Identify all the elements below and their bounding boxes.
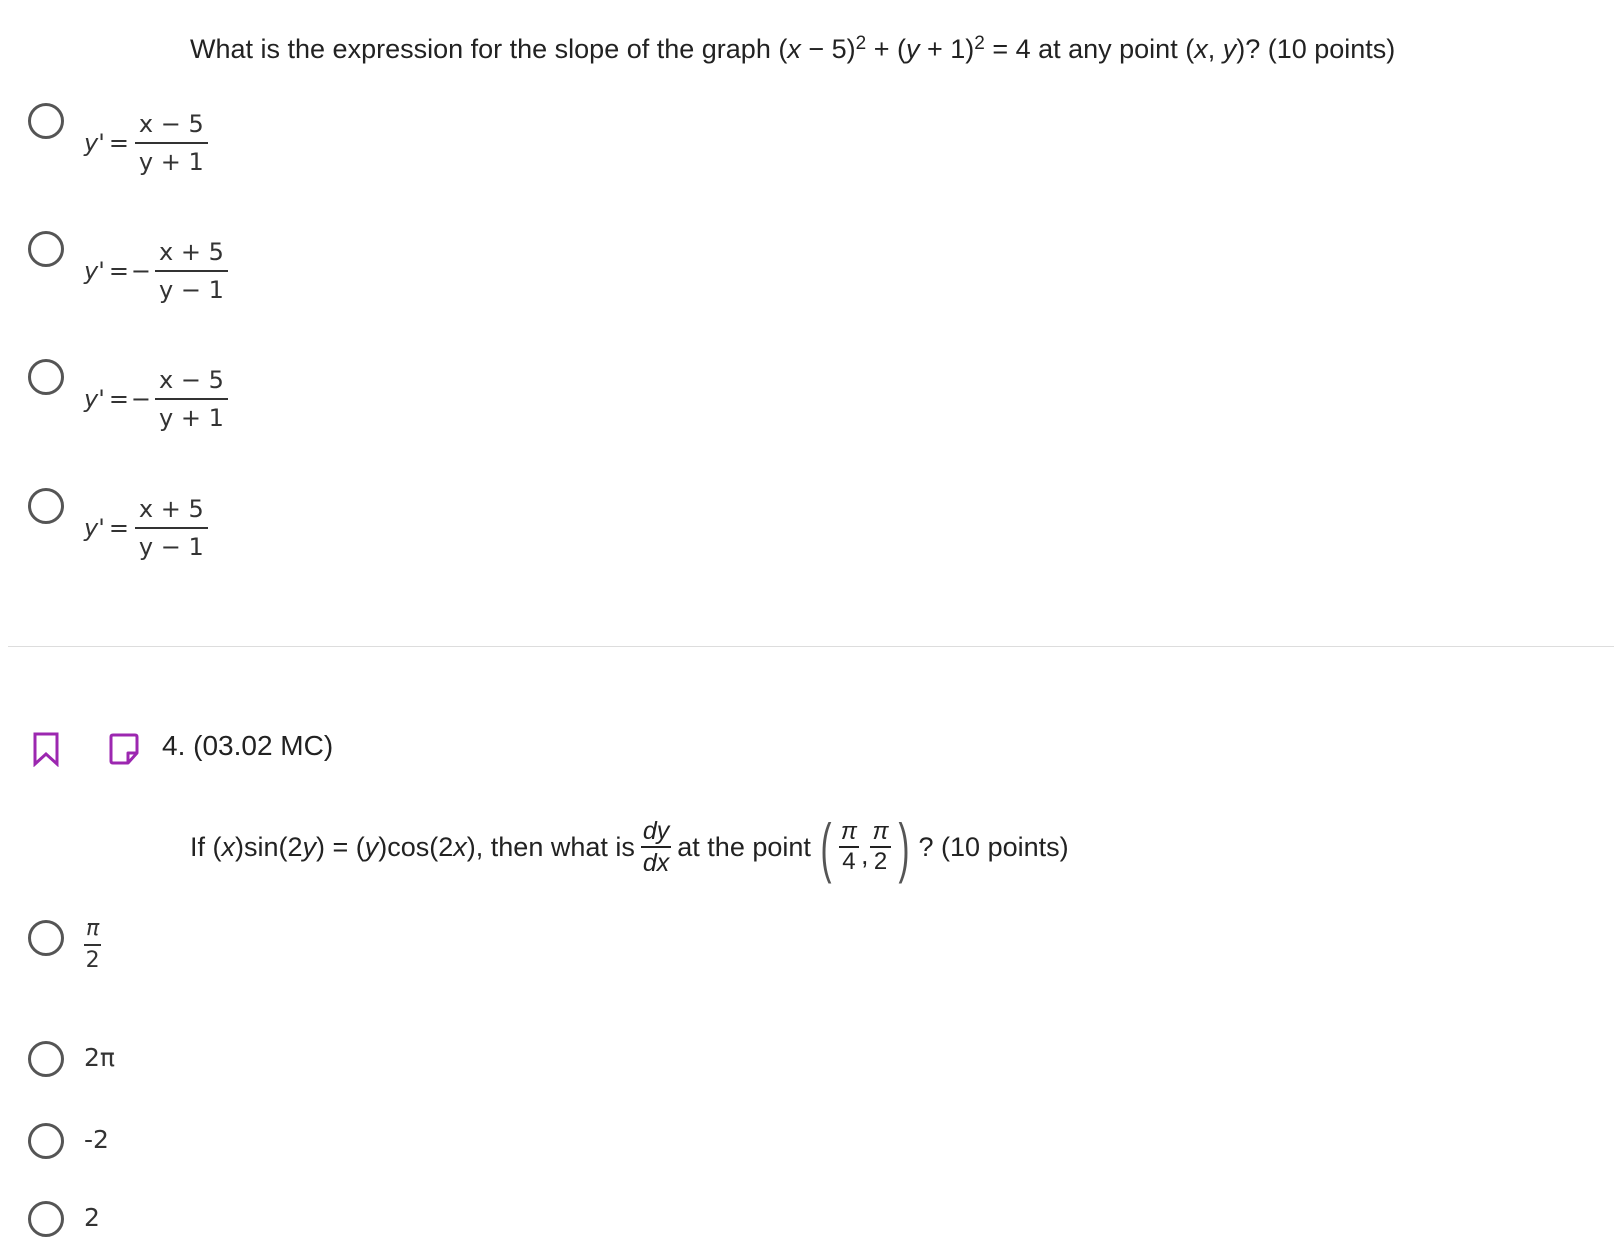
q3-option-a-radio[interactable] — [28, 103, 64, 139]
q4-option-b-value: 2π — [84, 1043, 115, 1072]
dy-dx-fraction: $\frac{dy}{dx}$ — [642, 817, 670, 877]
question-divider — [8, 646, 1614, 647]
q4-option-a-radio[interactable] — [28, 920, 64, 956]
question-4-text: If ( x )sin(2 y ) = ( y )cos(2 x ), then what is $\frac{dy}{dx}$ at the point ( π 4 , π 2 ) ? (10 points) — [190, 810, 1069, 884]
note-icon[interactable] — [107, 732, 141, 771]
q3-option-b-radio[interactable] — [28, 231, 64, 267]
q4-option-c-value: -2 — [84, 1125, 109, 1154]
bookmark-icon[interactable] — [32, 731, 60, 772]
question-4-header: 4. (03.02 MC) — [162, 730, 334, 761]
point-coordinates: ( π 4 , π 2 ) — [820, 810, 910, 884]
question-3-text: What is the expression for the slope of the graph $(x - 5)^2 + (y + 1)^2 = 4$ at any point (x, y)? (10 points) — [190, 33, 1396, 64]
q3-option-b-formula: y' = − $\frac{x + 5}{y - 1}$ — [84, 234, 228, 308]
q3-option-c-radio[interactable] — [28, 359, 64, 395]
q3-option-d-radio[interactable] — [28, 488, 64, 524]
q4-option-a-value: $\frac{\pi}{2}$ — [85, 916, 100, 973]
q4-option-d-radio[interactable] — [28, 1201, 64, 1237]
q3-option-d-formula: y' = $\frac{x + 5}{y - 1}$ — [84, 491, 208, 565]
q4-option-b-radio[interactable] — [28, 1041, 64, 1077]
q4-option-c-radio[interactable] — [28, 1123, 64, 1159]
q3-option-c-formula: y' = − $\frac{x - 5}{y + 1}$ — [84, 362, 228, 436]
q3-option-a-formula: y' = $\frac{x - 5}{y + 1}$ — [84, 106, 208, 180]
q4-option-d-value: 2 — [84, 1203, 100, 1232]
